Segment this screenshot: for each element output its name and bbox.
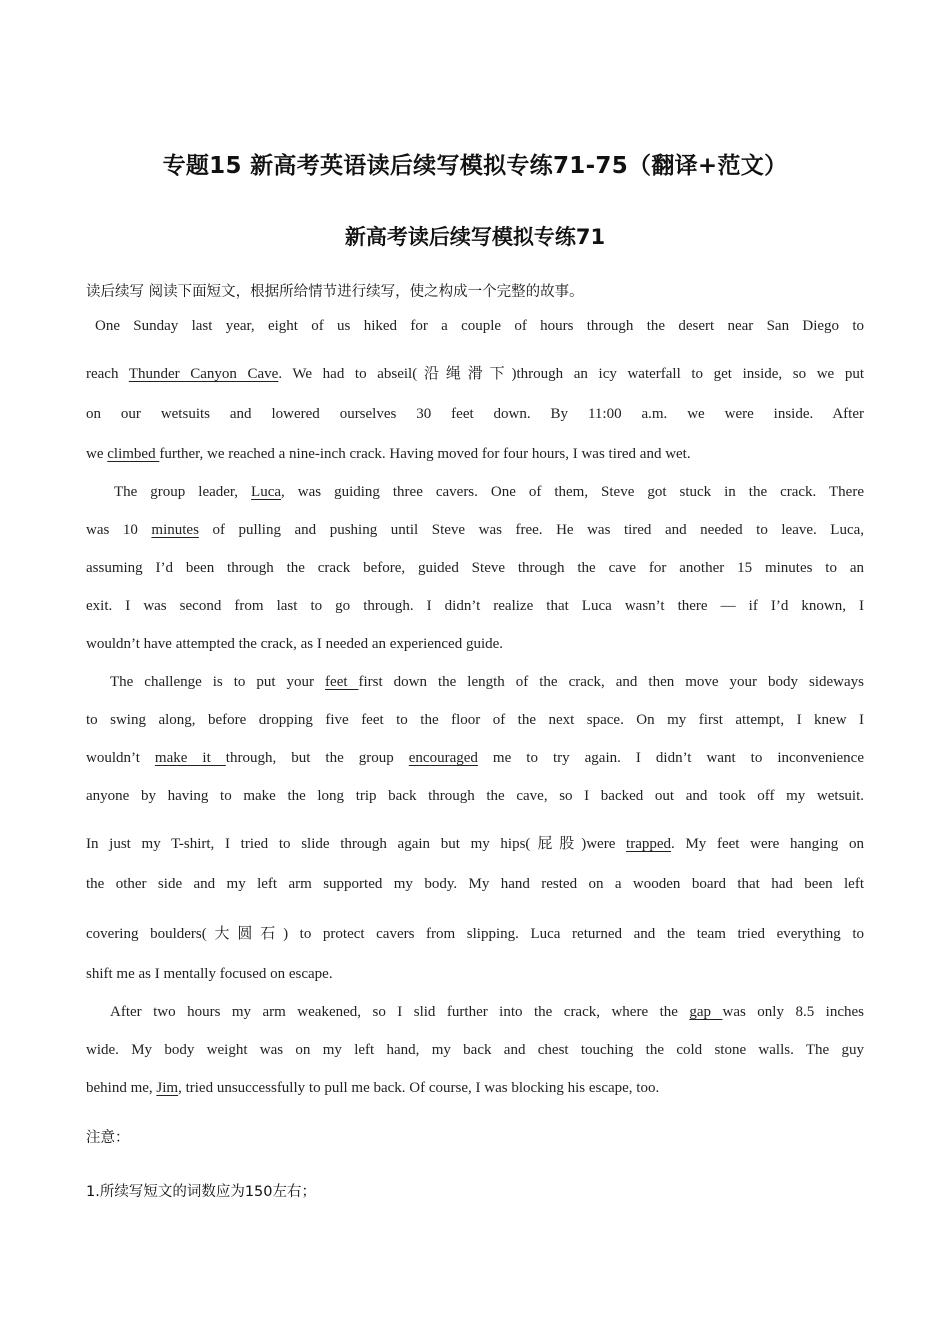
- line: [86, 362, 864, 406]
- text: wide. My body weight was on my left hand, my back and chest touching the cold stone walls. The guy: [86, 1042, 864, 1058]
- line: [86, 712, 864, 750]
- line: [86, 922, 864, 966]
- underlined-term: minutes: [151, 522, 199, 538]
- text: reach: [86, 366, 129, 382]
- line: [86, 674, 864, 712]
- text: covering boulders(大圆石) to protect cavers from slipping. Luca returned and the team tried everything to: [86, 926, 864, 942]
- text: shift me as I mentally focused on escape.: [86, 966, 333, 982]
- note-item-1: 1.所续写短文的词数应为150左右；: [86, 1184, 317, 1200]
- line: [86, 446, 864, 484]
- underlined-term: Jim: [156, 1080, 179, 1096]
- text: exit. I was second from last to go through. I didn’t realize that Luca wasn’t there — if I’d known, I: [86, 598, 864, 614]
- passage: [86, 318, 864, 1118]
- paragraph-1: [86, 318, 864, 484]
- line: [86, 1080, 864, 1118]
- text: further, we reached a nine-inch crack. Having moved for four hours, I was tired and wet.: [159, 446, 691, 462]
- text: on our wetsuits and lowered ourselves 30 feet down. By 11:00 a.m. we were inside. After: [86, 406, 864, 422]
- text: The group leader,: [114, 484, 252, 500]
- line: [86, 598, 864, 636]
- text: wouldn’t: [86, 750, 155, 766]
- text: of pulling and pushing until Steve was free. He was tired and needed to leave. Luca,: [198, 522, 865, 538]
- notes-label: 注意：: [86, 1130, 130, 1146]
- text: behind me,: [86, 1080, 157, 1096]
- line: [86, 484, 864, 522]
- line: [86, 1004, 864, 1042]
- line: [86, 788, 864, 832]
- sub-title: 新高考读后续写模拟专练71: [344, 225, 606, 249]
- underlined-term: encouraged: [408, 750, 478, 766]
- underlined-term: make it: [154, 750, 226, 766]
- paragraph-2: [86, 484, 864, 674]
- text: first down the length of the crack, and then move your body sideways: [358, 674, 864, 690]
- text: . My feet were hanging on: [671, 836, 864, 852]
- text: anyone by having to make the long trip back through the cave, so I backed out and took off my wetsuit.: [86, 788, 864, 804]
- text: was only 8.5 inches: [722, 1004, 864, 1020]
- main-title: 专题15 新高考英语读后续写模拟专练71-75（翻译+范文）: [162, 153, 788, 179]
- text: me to try again. I didn’t want to inconvenience: [477, 750, 864, 766]
- underlined-term: trapped: [626, 836, 672, 852]
- line: [86, 1042, 864, 1080]
- text: wouldn’t have attempted the crack, as I needed an experienced guide.: [86, 636, 504, 652]
- instruction-text: 读后续写 阅读下面短文，根据所给情节进行续写，使之构成一个完整的故事。: [86, 284, 584, 300]
- text: the other side and my left arm supported my body. My hand rested on a wooden board that had been left: [86, 876, 864, 892]
- text: In just my T-shirt, I tried to slide through again but my hips(屁股)were: [86, 836, 627, 852]
- underlined-term: Luca: [251, 484, 282, 500]
- line: [86, 750, 864, 788]
- text: we: [86, 446, 108, 462]
- line: [86, 876, 864, 922]
- text: The challenge is to put your: [110, 674, 326, 690]
- line: [86, 966, 864, 1004]
- text: was 10: [86, 522, 152, 538]
- paragraph-3: [86, 674, 864, 1004]
- text: One Sunday last year, eight of us hiked for a couple of hours through the desert near San Diego to: [95, 318, 864, 334]
- paragraph-4: [86, 1004, 864, 1118]
- text: to swing along, before dropping five feet to the floor of the next space. On my first attempt, I knew I: [86, 712, 864, 728]
- line: [86, 406, 864, 446]
- line: [86, 832, 864, 876]
- text: , tried unsuccessfully to pull me back. Of course, I was blocking his escape, too.: [178, 1080, 660, 1096]
- text: After two hours my arm weakened, so I slid further into the crack, where the: [110, 1004, 690, 1020]
- text: . We had to abseil(沿绳滑下)through an icy waterfall to get inside, so we put: [278, 366, 864, 382]
- line: [86, 318, 864, 362]
- underlined-term: feet: [325, 674, 359, 690]
- text: , was guiding three cavers. One of them, Steve got stuck in the crack. There: [281, 484, 864, 500]
- text: assuming I’d been through the crack before, guided Steve through the cave for another 15 minutes to an: [86, 560, 864, 576]
- line: [86, 560, 864, 598]
- line: [86, 522, 864, 560]
- underlined-term: gap: [689, 1004, 723, 1020]
- line: [86, 636, 864, 674]
- underlined-term: climbed: [107, 446, 160, 462]
- text: through, but the group: [225, 750, 409, 766]
- underlined-term: Thunder Canyon Cave: [128, 366, 279, 382]
